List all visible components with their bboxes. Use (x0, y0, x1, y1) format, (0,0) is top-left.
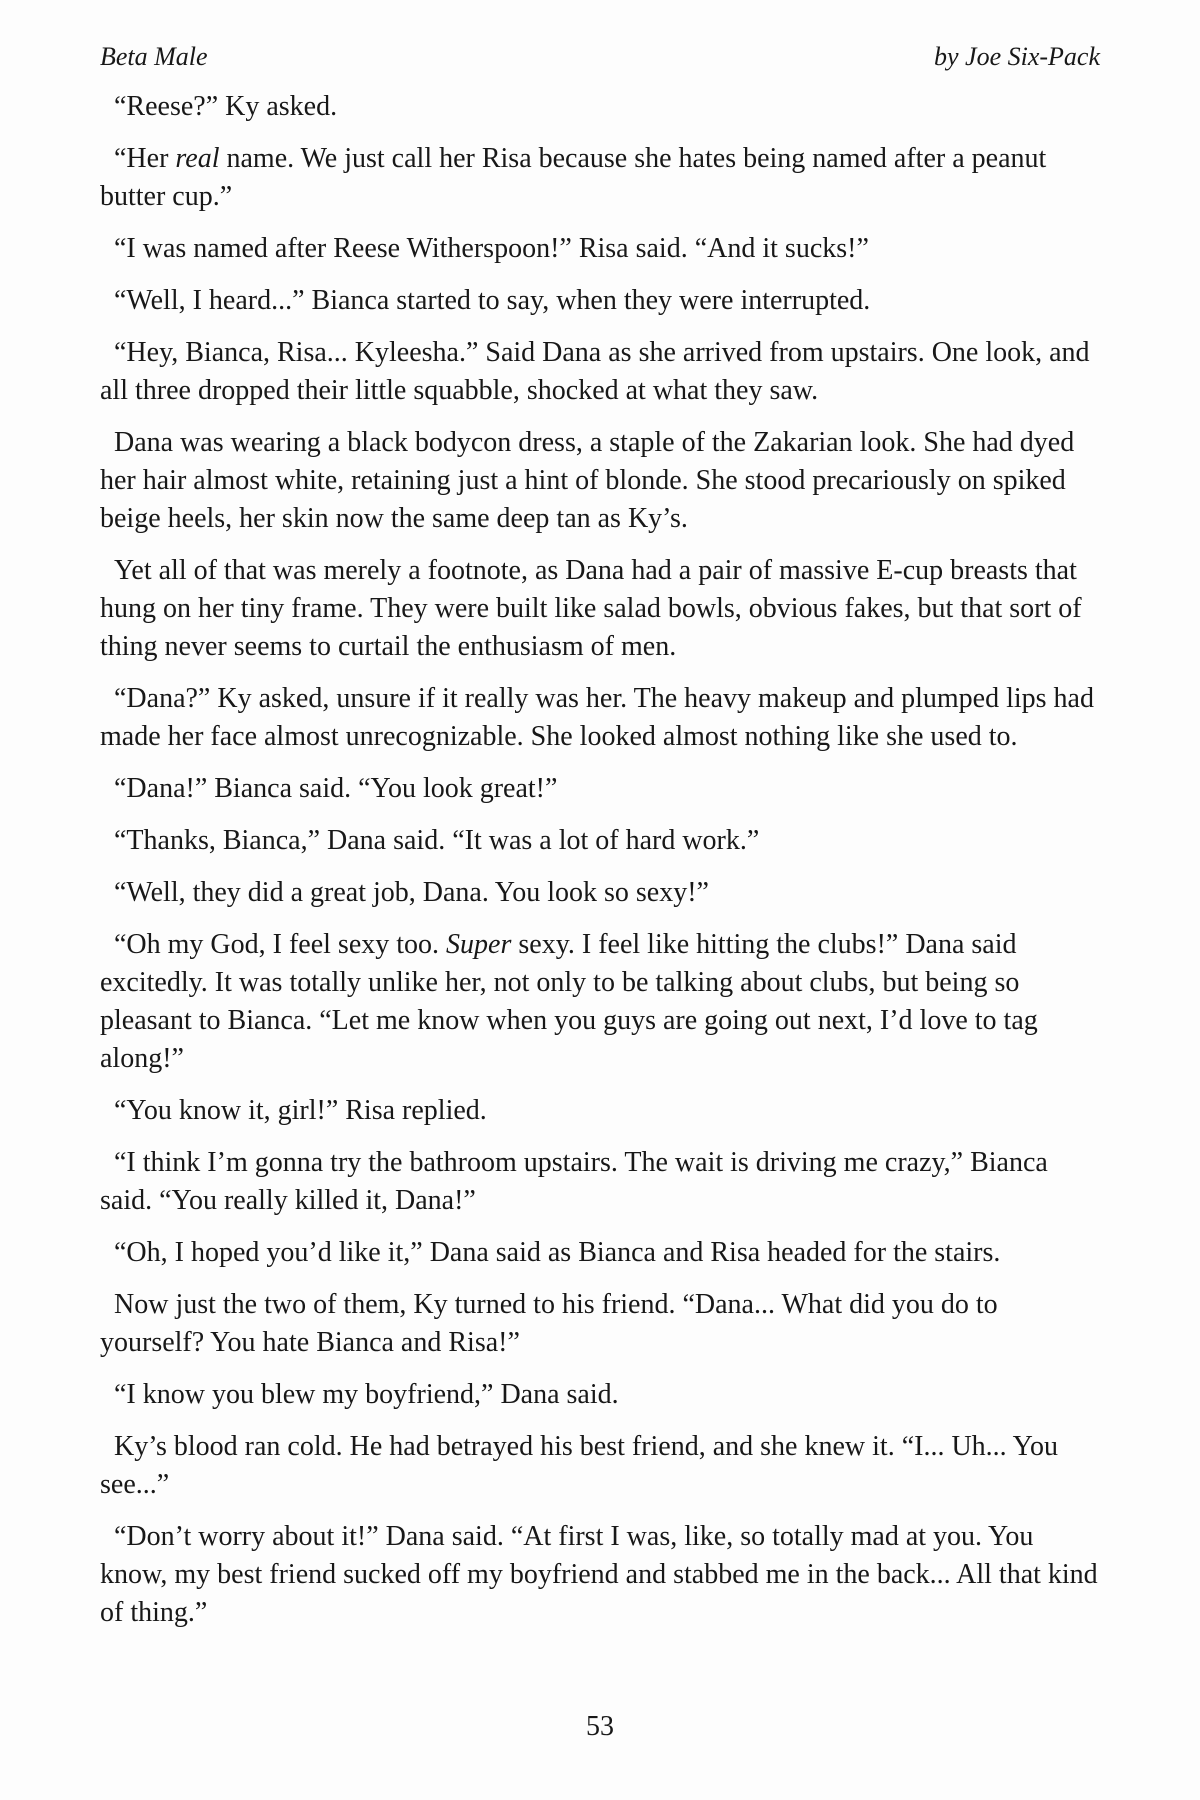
header-author: by Joe Six-Pack (933, 42, 1100, 71)
text-segment: Ky’s blood ran cold. He had betrayed his best friend, and she knew it. “I... Uh... You see...” (100, 1431, 1059, 1500)
text-segment: name. We just call her Risa because she hates being named after a peanut butter cup.” (100, 143, 1047, 212)
paragraph (100, 1428, 1100, 1504)
page-header (100, 42, 1100, 72)
text-segment: “Oh my God, I feel sexy too. (114, 929, 447, 960)
page-number: 53 (586, 1711, 614, 1742)
paragraph (100, 770, 1100, 808)
text-segment: “Reese?” Ky asked. (114, 91, 338, 122)
text-segment: Yet all of that was merely a footnote, as Dana had a pair of massive E-cup breasts that hung on her tiny frame. They were built like salad bowls, obvious fakes, but that sort of thing never seems to curtail the enthusiasm of men. (100, 555, 1082, 662)
text-segment: “I think I’m gonna try the bathroom upstairs. The wait is driving me crazy,” Bianca said. “You really killed it, Dana!” (100, 1147, 1048, 1216)
paragraph (100, 334, 1100, 410)
paragraph (100, 1518, 1100, 1632)
paragraph (100, 926, 1100, 1078)
paragraph (100, 1144, 1100, 1220)
text-segment: “I was named after Reese Witherspoon!” Risa said. “And it sucks!” (114, 233, 869, 264)
paragraph (100, 140, 1100, 216)
text-segment: “Dana?” Ky asked, unsure if it really was her. The heavy makeup and plumped lips had made her face almost unrecognizable. She looked almost nothing like she used to. (100, 683, 1094, 752)
paragraph (100, 424, 1100, 538)
text-segment: “Don’t worry about it!” Dana said. “At first I was, like, so totally mad at you. You know, my best friend sucked off my boyfriend and stabbed me in the back... All that kind of thing.” (100, 1521, 1098, 1628)
text-segment: “Hey, Bianca, Risa... Kyleesha.” Said Dana as she arrived from upstairs. One look, and all three dropped their little squabble, shocked at what they saw. (100, 337, 1090, 406)
italic-text-segment: real (175, 143, 220, 174)
paragraph (100, 874, 1100, 912)
header-book-title: Beta Male (100, 42, 208, 71)
page-body (100, 88, 1100, 1646)
text-segment: “Dana!” Bianca said. “You look great!” (114, 773, 558, 804)
text-segment: “You know it, girl!” Risa replied. (114, 1095, 487, 1126)
text-segment: Now just the two of them, Ky turned to his friend. “Dana... What did you do to yourself? You hate Bianca and Risa!” (100, 1289, 998, 1358)
paragraph (100, 1234, 1100, 1272)
paragraph (100, 1092, 1100, 1130)
text-segment: “Well, I heard...” Bianca started to say, when they were interrupted. (114, 285, 871, 316)
paragraph (100, 88, 1100, 126)
text-segment: “Oh, I hoped you’d like it,” Dana said as Bianca and Risa headed for the stairs. (114, 1237, 1001, 1268)
text-segment: sexy. I feel like hitting the clubs!” Dana said excitedly. It was totally unlike her, not only to be talking about clubs, but being so pleasant to Bianca. “Let me know when you guys are going out next, I’d love to tag along!” (100, 929, 1038, 1074)
paragraph (100, 230, 1100, 268)
text-segment: Dana was wearing a black bodycon dress, a staple of the Zakarian look. She had dyed her hair almost white, retaining just a hint of blonde. She stood precariously on spiked beige heels, her skin now the same deep tan as Ky’s. (100, 427, 1075, 534)
paragraph (100, 822, 1100, 860)
text-segment: “Her (114, 143, 176, 174)
paragraph (100, 552, 1100, 666)
paragraph (100, 1376, 1100, 1414)
italic-text-segment: Super (446, 929, 512, 960)
text-segment: “I know you blew my boyfriend,” Dana said. (114, 1379, 619, 1410)
paragraph (100, 282, 1100, 320)
text-segment: “Well, they did a great job, Dana. You look so sexy!” (114, 877, 709, 908)
text-segment: “Thanks, Bianca,” Dana said. “It was a lot of hard work.” (114, 825, 760, 856)
paragraph (100, 680, 1100, 756)
paragraph (100, 1286, 1100, 1362)
